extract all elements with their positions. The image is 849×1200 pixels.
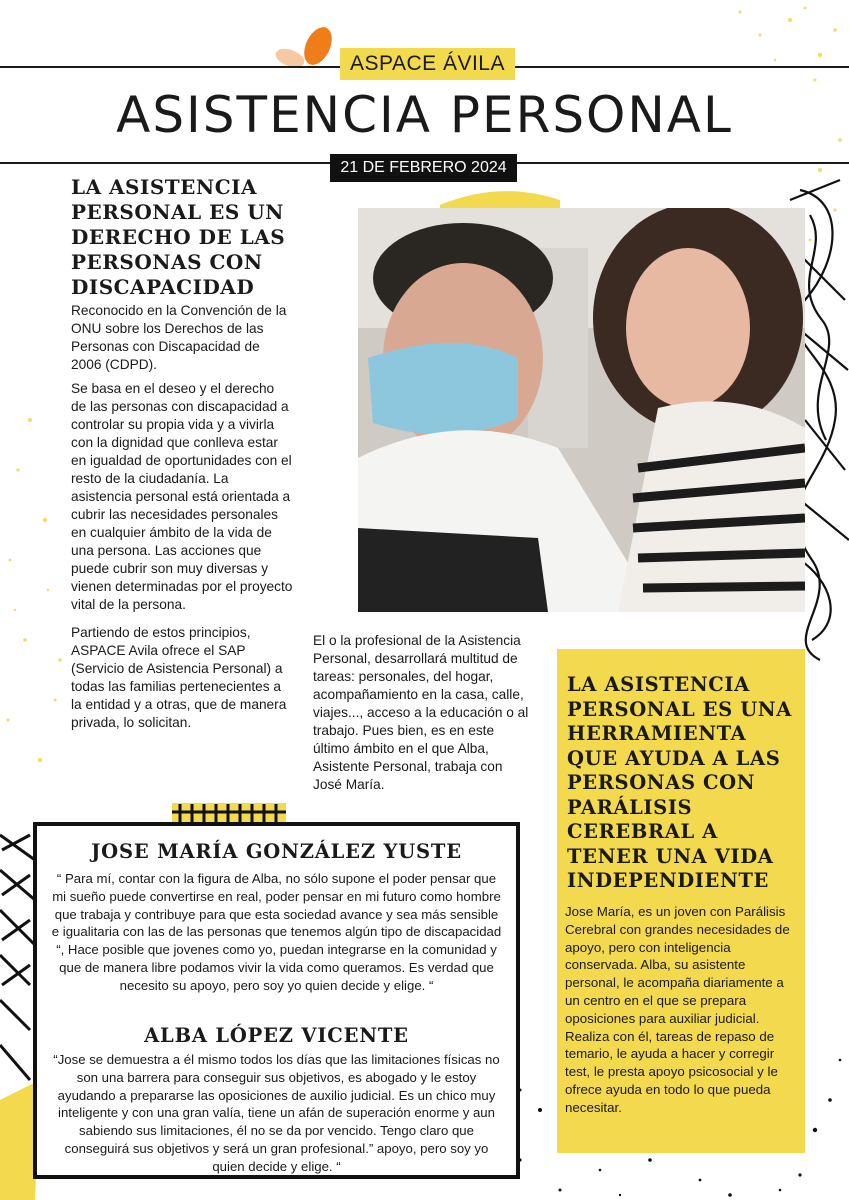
publication-date: 21 DE FEBRERO 2024 <box>340 159 507 176</box>
photo-jose-maria-and-alba <box>358 208 805 612</box>
section2-body: El o la profesional de la Asistencia Personal, desarrollará multitud de tareas: personales, del hogar, acompañamiento en la casa, calle, viajes..., acceso a la educación o al trabajo. Pues bien, es en este último ámbito en el que Alba, Asistente Personal, trabaja con José María. <box>313 633 529 792</box>
page-title: ASISTENCIA PERSONAL <box>116 86 733 144</box>
sidebar-heading: LA ASISTENCIA PERSONAL ES UNA HERRAMIENTA QUE AYUDA A LAS PERSONAS CON PARÁLISIS CEREBRAL A TENER UNA VIDA INDEPENDIENTE <box>567 673 792 892</box>
org-name: ASPACE ÁVILA <box>349 52 505 75</box>
section1-paragraph: Se basa en el deseo y el derecho de las personas con discapacidad a controlar su propia vida y a vivirla con la dignidad que conlleva estar en igualdad de oportunidades con el resto de la ciudadanía. La asistencia personal está orientada a cubrir las necesidades personales en cualquier ámbito de la vida de una persona. Las acciones que puede cubrir son muy diversas y vienen determinadas por el proyecto vital de la persona. <box>71 381 293 612</box>
org-badge <box>340 48 515 80</box>
section1-heading: LA ASISTENCIA PERSONAL ES UN DERECHO DE LAS PERSONAS CON DISCAPACIDAD <box>71 175 286 299</box>
section1-body <box>71 302 293 738</box>
testimonials-box <box>33 822 520 1179</box>
quote-text: “ Para mí, contar con la figura de Alba, no sólo supone el poder pensar que mi sueño puede convertirse en real, poder pensar en mi futuro como hombre que trabaja y contribuye para que esta sociedad avance y sea más sensible e igualitaria con las de las personas que tenemos algún tipo de discapacidad “, Hace posible que jovenes como yo, puedan integrarse en la comunidad y que de manera libre podamos vivir la vida como queramos. Es verdad que necesito su apoyo, pero soy yo quien decide y elige. “ <box>51 871 502 993</box>
section1-paragraph: Partiendo de estos principios, ASPACE Avila ofrece el SAP (Servicio de Asistencia Personal) a todas las familias pertenecientes a la entidad y a otras, que de manera privada, lo solicitan. <box>71 625 287 730</box>
date-badge <box>330 154 517 182</box>
section1-paragraph: Reconocido en la Convención de la ONU sobre los Derechos de las Personas con Discapacidad de 2006 (CDPD). <box>71 303 287 372</box>
photo-illustration <box>358 208 805 612</box>
logo-leaves-icon <box>273 23 337 71</box>
quote-text: “Jose se demuestra a él mismo todos los días que las limitaciones físicas no son una barrera para conseguir sus objetivos, es abogado y le estoy ayudando a prepararse las oposiciones de auxilio judicial. Es un chico muy inteligente y con una gran valía, tiene un afán de superación enorme y aun sabiendo sus limitaciones, él no se da por vencido. Tengo claro que conseguirá sus objetivos y será un gran profesional.” apoyo, pero soy yo quien decide y elige. “ <box>53 1052 500 1174</box>
quote-author: ALBA LÓPEZ VICENTE <box>144 1024 409 1047</box>
scribble-left <box>0 835 35 1080</box>
sidebar-text: Jose María, es un joven con Parálisis Cerebral con grandes necesidades de apoyo, pero con inteligencia conservada. Alba, su asistente personal, le acompaña diariamente a un centro en el que se prepara oposiciones para auxiliar judicial. Realiza con él, tareas de repaso de temario, le ayuda a hacer y corregir test, le presta apoyo psicosocial y le ofrece ayuda en todo lo que pueda necesitar. <box>565 904 790 1115</box>
quote-author: JOSE MARÍA GONZÁLEZ YUSTE <box>91 840 462 863</box>
